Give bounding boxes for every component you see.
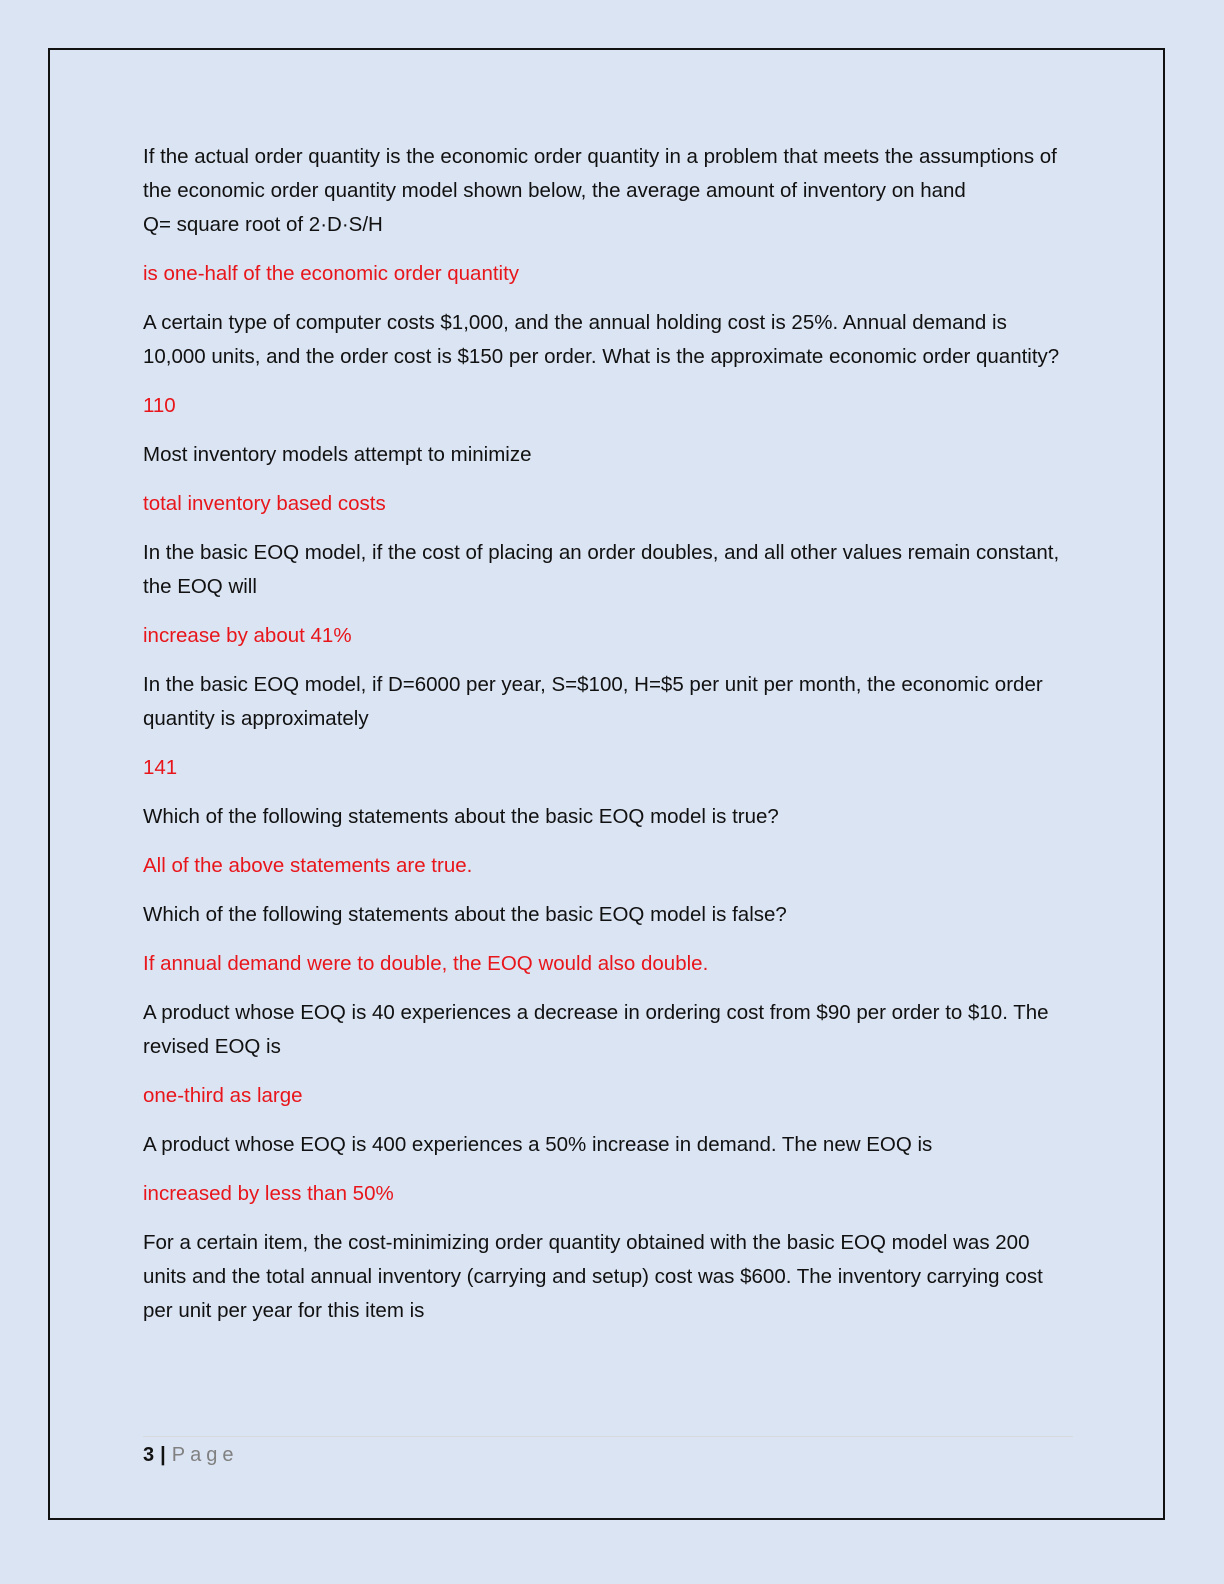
question-line: Most inventory models attempt to minimize — [143, 443, 532, 466]
answer-text: If annual demand were to double, the EOQ would also double. — [143, 952, 709, 975]
answer-text: increase by about 41% — [143, 624, 352, 647]
question-line: In the basic EOQ model, if the cost of placing an order doubles, and all other values remain constant, the EOQ will — [143, 541, 1060, 598]
answer-text: 141 — [143, 756, 178, 779]
question-line: Which of the following statements about the basic EOQ model is false? — [143, 903, 787, 926]
question-line: A product whose EOQ is 40 experiences a decrease in ordering cost from $90 per order to $10. The revised EOQ is — [143, 1001, 1049, 1058]
footer-separator: | — [160, 1444, 166, 1466]
question-text — [143, 1226, 1073, 1328]
answer-text: All of the above statements are true. — [143, 854, 473, 877]
question-line: A product whose EOQ is 400 experiences a 50% increase in demand. The new EOQ is — [143, 1133, 933, 1156]
answer-text: total inventory based costs — [143, 492, 386, 515]
question-line: In the basic EOQ model, if D=6000 per year, S=$100, H=$5 per unit per month, the economic order quantity is approximately — [143, 673, 1043, 730]
question-text — [143, 536, 1073, 604]
question-text — [143, 668, 1073, 736]
question-formula: Q= square root of 2·D·S/H — [143, 213, 383, 236]
question-line: A certain type of computer costs $1,000, and the annual holding cost is 25%. Annual demand is 10,000 units, and the order cost is $150 per order. What is the approximate economic order quantity? — [143, 311, 1060, 368]
answer-text: is one-half of the economic order quantity — [143, 262, 520, 285]
question-text — [143, 140, 1073, 242]
answer-text: increased by less than 50% — [143, 1182, 394, 1205]
question-line: For a certain item, the cost-minimizing order quantity obtained with the basic EOQ model was 200 units and the total annual inventory (carrying and setup) cost was $600. The inventory carrying cost per unit per year for this item is — [143, 1231, 1043, 1322]
question-text — [143, 438, 1073, 472]
page-label: Page — [171, 1444, 239, 1466]
question-text — [143, 898, 1073, 932]
question-line: Which of the following statements about the basic EOQ model is true? — [143, 805, 779, 828]
answer-text: one-third as large — [143, 1084, 303, 1107]
question-text — [143, 1128, 1073, 1162]
question-line: If the actual order quantity is the economic order quantity in a problem that meets the assumptions of the economic order quantity model shown below, the average amount of inventory on hand — [143, 145, 1057, 202]
page-footer — [143, 1436, 1073, 1469]
page-number: 3 — [143, 1444, 155, 1466]
document-body — [143, 140, 1073, 1343]
question-text — [143, 800, 1073, 834]
question-text — [143, 996, 1073, 1064]
answer-text: 110 — [143, 394, 176, 417]
question-text — [143, 306, 1073, 374]
